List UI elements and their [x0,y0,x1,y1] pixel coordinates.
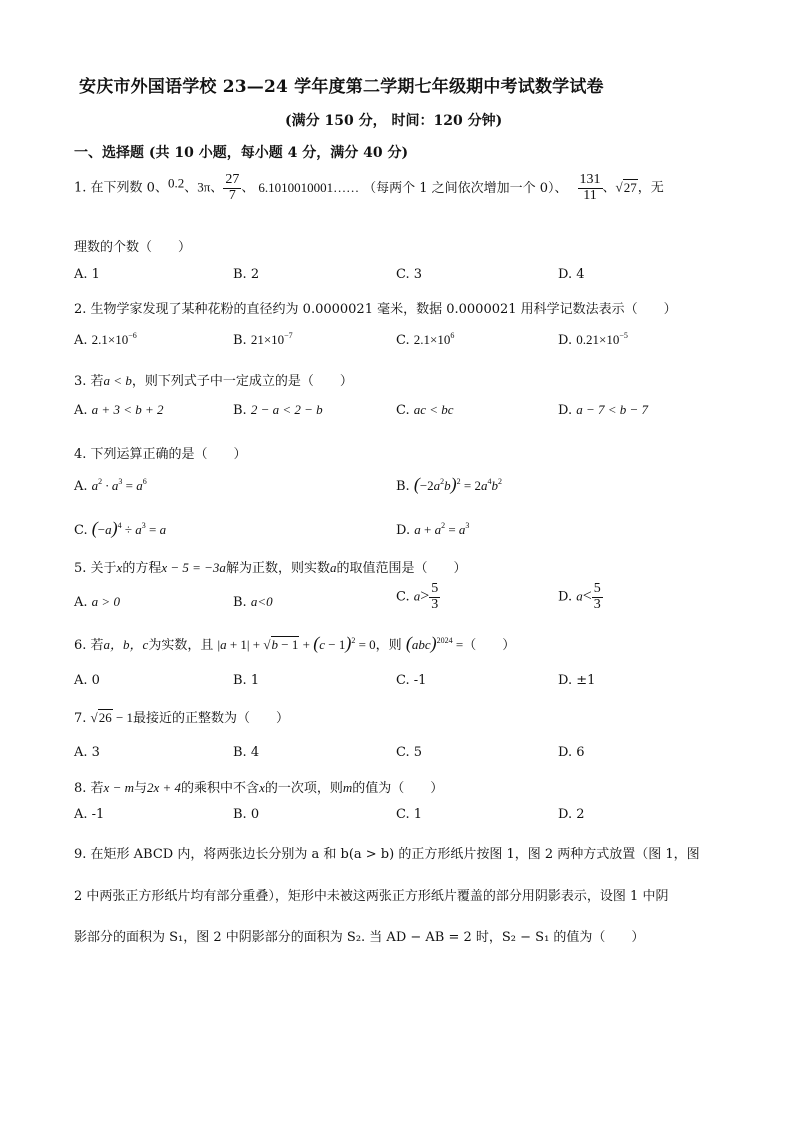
q6-expression: $|a + 1| + √b - 1 + (c - 1)^2 = 0$ [217,633,376,653]
q8-expression: x − m [103,780,134,795]
fraction-numerator: 5 [593,581,601,596]
option-value: 2.1×10 [91,332,129,347]
option-label: D. [396,523,411,538]
q1-sqrt: √27 [615,179,637,195]
option-a[interactable] [74,331,137,348]
option-value: 0.21×10 [576,332,620,347]
option-b[interactable]: B. 4 [233,745,260,760]
option-label: A. [74,479,88,494]
option-expression: a [413,588,421,604]
fraction-denominator: 7 [228,187,236,203]
question-3 [74,370,353,389]
q8-variable: x [259,780,265,795]
option-expression: $(-a)^4 \div a^3 = a$ [91,518,167,538]
fraction [592,582,603,612]
option-value: a − 7 < b − 7 [576,402,649,417]
exam-info: (满分 150 分， 时间：120 分钟) [285,113,503,129]
q5-text: 的取值范围是（ ） [336,561,467,576]
q5-equation: x − 5 = −3a [161,560,226,575]
q1-number: 3π [197,179,211,195]
q3-text: ，则下列式子中一定成立的是（ ） [131,374,353,389]
q1-note: （每两个 1 之间依次增加一个 0）、 [363,180,568,196]
q6-text: ，则 [375,638,402,653]
greater-than-sign: > [420,587,430,605]
option-label: D. [558,333,573,348]
option-c[interactable] [396,331,454,348]
option-c[interactable] [396,582,440,612]
option-expression: $(-2a^2b)^2 = 2a^4b^2$ [413,474,503,494]
question-4: 4. 下列运算正确的是（ ） [74,447,247,462]
q6-text: （ ） [463,638,516,653]
fraction-denominator: 3 [593,596,601,612]
question-1-line2: 理数的个数（ ） [74,240,192,255]
option-c[interactable]: C. -1 [396,673,427,688]
option-c[interactable] [74,518,166,539]
section-heading: 一、选择题 (共 10 小题，每小题 4 分，满分 40 分) [74,145,409,161]
q8-text: 与 [133,781,147,796]
question-5 [74,557,466,576]
exponent: 6 [450,331,455,340]
q1-tail: ，无 [637,180,664,196]
option-b[interactable] [396,474,502,495]
option-a[interactable] [74,477,147,494]
option-expression: $a^2 \cdot a^3 = a^6$ [91,477,147,493]
exponent: −6 [128,331,137,340]
option-b[interactable] [233,594,273,610]
option-b[interactable] [233,402,323,418]
option-d[interactable] [558,402,648,418]
q1-separator: 、 [602,180,616,196]
q1-number: 6.1010010001…… [258,179,360,195]
option-label: D. [558,589,573,605]
q5-variable: x [116,560,123,575]
option-label: B. [233,333,247,348]
option-label: A. [74,595,88,610]
option-expression: a [576,588,583,604]
option-a[interactable]: A. 3 [74,745,100,760]
option-value: 2.1×10 [413,332,451,347]
option-label: C. [396,589,410,605]
option-d[interactable] [558,331,628,348]
question-2: 2. 生物学家发现了某种花粉的直径约为 0.0000021 毫米，数据 0.0000021 用科学记数法表示（ ） [74,302,677,317]
q1-fraction [223,173,241,203]
option-a[interactable]: A. -1 [74,807,105,822]
q5-text: 解为正数，则实数 [225,561,330,576]
question-9-line3: 影部分的面积为 S₁，图 2 中阴影部分的面积为 S₂. 当 AD − AB = 2 时，S₂ − S₁ 的值为（ ） [74,930,645,945]
q7-minus: − 1 [112,710,134,725]
exponent: −7 [284,331,293,340]
fraction-denominator: 3 [431,596,439,612]
page-title: 安庆市外国语学校 23—24 学年度第二学期七年级期中考试数学试卷 [79,77,604,97]
q7-prefix: 7. [74,711,87,726]
q1-separator: 、 [241,180,255,196]
option-b[interactable]: B. 1 [233,673,260,688]
question-7 [74,707,289,726]
option-label: B. [396,479,410,494]
q1-prefix: 1. 在下列数 0、 [74,180,168,196]
option-c[interactable] [396,402,454,418]
q7-text: 最接近的正整数为（ ） [133,711,290,726]
option-label: C. [396,333,410,348]
question-8 [74,777,443,796]
option-d[interactable]: D. 2 [558,807,585,822]
option-a[interactable] [74,594,120,610]
option-a[interactable]: A. 1 [74,267,100,282]
option-d[interactable] [558,582,603,612]
q6-text: 为实数，且 [148,638,214,653]
q8-text: 的乘积中不含 [181,781,260,796]
fraction-numerator: 131 [579,172,601,187]
q8-text: 的一次项，则 [264,781,343,796]
option-label: A. [74,333,88,348]
q5-text: 的方程 [122,561,162,576]
q1-number: 0.2 [167,175,185,191]
q1-fraction [578,173,603,203]
q5-variable: a [329,560,337,575]
fraction-numerator: 5 [431,581,439,596]
option-c[interactable]: C. 1 [396,807,423,822]
q5-text: 5. 关于 [74,561,117,576]
option-a[interactable]: A. 0 [74,673,100,688]
question-9-line1: 9. 在矩形 ABCD 内，将两张边长分别为 a 和 b(a > b) 的正方形纸片按图 1，图 2 两种方式放置（图 1，图 [74,847,700,862]
option-label: C. [396,403,410,418]
option-label: C. [74,523,88,538]
option-label: D. [558,403,573,418]
q8-variable: m [342,780,353,795]
q1-separator: 、 [184,180,198,196]
fraction-numerator: 27 [225,172,240,187]
q6-text: 6. 若 [74,638,104,653]
option-value: 2 − a < 2 − b [250,402,323,417]
option-value: a<0 [250,594,273,609]
option-b[interactable] [233,331,293,348]
radicand: 26 [98,710,112,725]
option-d[interactable]: D. ±1 [558,673,596,688]
q6-variables: a，b，c [103,637,149,652]
q3-condition: a < b [103,373,132,388]
option-d[interactable] [396,521,469,538]
less-than-sign: < [582,587,592,605]
option-value: a > 0 [91,594,120,609]
option-value: ac < bc [413,402,454,417]
option-c[interactable]: C. 5 [396,745,423,760]
q8-expression: 2x + 4 [147,780,182,795]
option-value: a + 3 < b + 2 [91,402,164,417]
q7-sqrt: √26 [90,710,112,725]
fraction-denominator: 11 [583,187,597,203]
option-b[interactable]: B. 2 [233,267,260,282]
option-b[interactable]: B. 0 [233,807,260,822]
fraction [429,582,440,612]
exponent: −5 [619,331,628,340]
q1-separator: 、 [210,180,224,196]
option-d[interactable]: D. 6 [558,745,585,760]
radicand: 27 [623,179,637,195]
q8-text: 的值为（ ） [352,781,444,796]
option-expression: $a + a^2 = a^3$ [414,521,470,537]
question-9-line2: 2 中两张正方形纸片均有部分重叠），矩形中未被这两张正方形纸片覆盖的部分用阴影表示，设图 1 中阴 [74,889,669,904]
option-label: B. [233,403,247,418]
option-label: B. [233,595,247,610]
question-1 [74,173,664,203]
question-6 [74,633,515,654]
option-c[interactable]: C. 3 [396,267,423,282]
option-value: 21×10 [250,332,285,347]
exponent: 2024 [436,636,453,645]
option-d[interactable]: D. 4 [558,267,585,282]
option-a[interactable] [74,402,164,418]
option-label: A. [74,403,88,418]
q8-text: 8. 若 [74,781,104,796]
q3-text: 3. 若 [74,374,104,389]
q6-power: (abc)$^{2024}$ = [405,633,464,653]
